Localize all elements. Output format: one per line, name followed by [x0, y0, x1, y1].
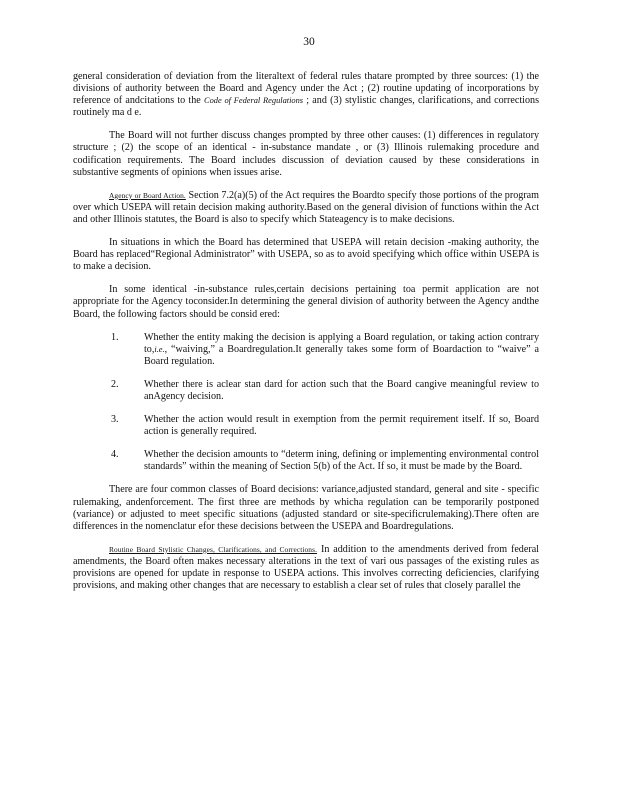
- paragraph-board-decisions: There are four common classes of Board decisions: variance,adjusted standard, general and site - specific rulemaking, andenforcement. The first three are methods by whicha regulation can be temporarily postponed (variance) or adjusted to meet specific situations (adjusted standard or site-specificrulemaking).There often are differences in the nomenclatur efor these decisions between the USEPA and Boardregulations.: [73, 484, 539, 532]
- paragraph-sources: general consideration of deviation from the literaltext of federal rules thatare prompted by three sources: (1) the divisions of authority between the Board and Agency under the Act ; (2) routine updating of incorporations by reference of andcitations to the Code of Federal Regulations ; and (3) stylistic changes, clarifications, and corrections routinely ma d e.: [73, 71, 539, 119]
- factor-item: 1. Whether the entity making the decision is applying a Board regulation, or taking action contrary to,i.e., “waiving,” a Boardregulation.It generally takes some form of Boardaction to “waive” a Board regulation.: [111, 331, 539, 367]
- factor-item: 2. Whether there is aclear stan dard for action such that the Board cangive meaningful review to anAgency decision.: [111, 378, 539, 402]
- paragraph-agency-board-action: Agency or Board Action. Section 7.2(a)(5) of the Act requires the Boardto specify those portions of the program over which USEPA will retain decision making authority.Based on the general division of functions within the Act and other Illinois statutes, the Board is also to specify which Stateagency is to make decisions.: [73, 189, 539, 225]
- paragraph-stylistic-changes: Routine Board Stylistic Changes, Clarifications, and Corrections. In addition to the amendments derived from federal amendments, the Board often makes necessary alterations in the text of vari ous passages of the existing rules as provisions are opened for update in response to USEPA actions. This involves correcting deficiencies, clarifying provisions, and making other changes that are necessary to establish a clear set of rules that closely parallel the: [73, 543, 539, 592]
- paragraph-other-causes: The Board will not further discuss changes prompted by three other causes: (1) differences in regulatory structure ; (2) the scope of an identical - in-substance mandate , or (3) Illinois rulemaking procedure and codification requirements. The Board includes discussion of deviation caused by these considerations in substantive segments of opinions when issues arise.: [73, 130, 539, 178]
- factor-item: 3. Whether the action would result in exemption from the permit requirement itself. If so, Board action is generally required.: [111, 414, 539, 438]
- section-heading-agency-board-action: Agency or Board Action.: [109, 190, 186, 200]
- factor-item: 4. Whether the decision amounts to “determ ining, defining or implementing environmental control standards” within the meaning of Section 5(b) of the Act. If so, it must be made by the Board.: [111, 449, 539, 473]
- paragraph-permit-decisions: In some identical -in-substance rules,certain decisions pertaining toa permit application are not appropriate for the Agency toconsider.In determining the general division of authority between the Agency andthe Board, the following factors should be consid ered:: [73, 284, 539, 320]
- page-number: 30: [303, 36, 315, 48]
- paragraph-usepa-authority: In situations in which the Board has determined that USEPA will retain decision -making authority, the Board has replaced“Regional Administrator” with USEPA, so as to avoid specifying which office within USEPA is to make a decision.: [73, 237, 539, 273]
- cfr-citation: Code of Federal Regulations: [203, 96, 304, 106]
- document-body: [73, 71, 539, 603]
- factors-list: [73, 332, 539, 474]
- section-heading-stylistic-changes: Routine Board Stylistic Changes, Clarifications, and Corrections.: [109, 544, 318, 554]
